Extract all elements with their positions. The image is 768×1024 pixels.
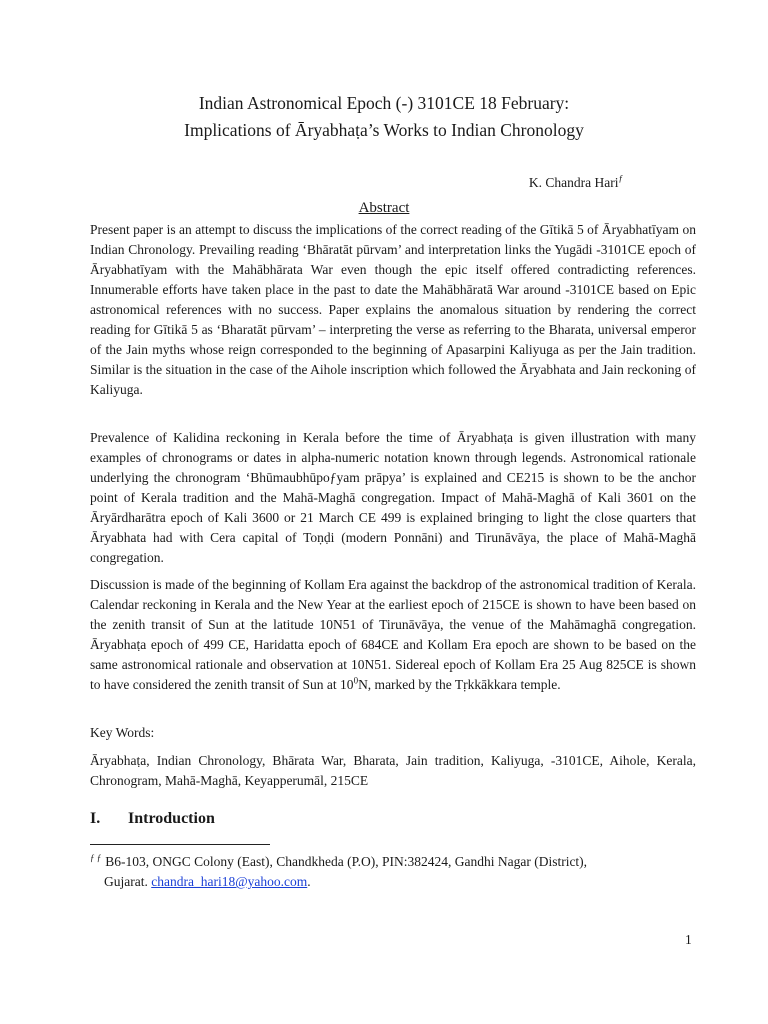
- degree-superscript: 0: [353, 675, 359, 686]
- abstract-paragraph-3: [90, 575, 696, 695]
- keywords-text: Āryabhaṭa, Indian Chronology, Bhārata War, Bharata, Jain tradition, Kaliyuga, -3101CE, Aihole, Kerala, Chronogram, Mahā-Maghā, Keyapperumāl, 215CE: [90, 753, 696, 788]
- abstract-heading: Abstract: [358, 200, 410, 216]
- abstract-paragraph-3-main: Discussion is made of the beginning of Kollam Era against the backdrop of the astronomical tradition of Kerala. Calendar reckoning in Kerala and the New Year at the earliest epoch of 215CE is shown to have been based on the zenith transit of Sun at the latitude 10N51 of Tirunāvāya, the venue of the Mahāmaghā congregation. Āryabhaṭa epoch of 499 CE, Haridatta epoch of 684CE and Kollam Era epoch are shown to be based on the same astronomical rationale and observation at 10N51. Sidereal epoch of Kollam Era 25 Aug 825CE is shown to have considered the zenith transit of Sun at 10: [90, 577, 696, 692]
- author-footnote-mark: ƒ: [618, 173, 623, 184]
- footnote-address: B6-103, ONGC Colony (East), Chandkheda (P.O), PIN:382424, Gandhi Nagar (District),: [105, 854, 588, 869]
- keywords-label: Key Words:: [90, 725, 155, 740]
- abstract-paragraph-3-tail: N, marked by the Tṛkkākkara temple.: [358, 677, 561, 692]
- abstract-paragraph-1: Present paper is an attempt to discuss the implications of the correct reading of the Gītikā 5 of Āryabhatīyam on Indian Chronology. Prevailing reading ‘Bhāratāt pūrvam’ and interpretation links the Yugādi -3101CE epoch of Āryabhatīyam with the Mahābhārata War even though the epic itself offered contradicting references. Innumerable efforts have taken place in the past to date the Mahābhāratā War around -3101CE based on Epic astronomical references with no success. Paper explains the anomalous situation by rendering the correct reading for Gītikā 5 as ‘Bharatāt pūrvam’ – interpreting the verse as referring to the Bharata, universal emperor of the Jain myths whose reign corresponded to the beginning of Apasarpini Kaliyuga as per the Jain tradition. Similar is the situation in the case of the Aihole inscription which followed the Āryabhata and Jain reckoning of Kaliyuga.: [90, 222, 696, 397]
- section-heading: [90, 808, 215, 830]
- footnote: [90, 852, 696, 892]
- section-title: Introduction: [128, 810, 215, 827]
- title-line-1: Indian Astronomical Epoch (-) 3101CE 18 February:: [198, 93, 570, 113]
- footnote-address-line2: Gujarat.: [104, 874, 148, 889]
- title-line-2: Implications of Āryabhaṭa’s Works to Indian Chronology: [184, 120, 584, 140]
- page-number: 1: [685, 932, 692, 947]
- abstract-paragraph-2: Prevalence of Kalidina reckoning in Kerala before the time of Āryabhaṭa is given illustration with many examples of chronograms or dates in alpha-numeric notation known through legends. Astronomical rationale underlying the chronogram ‘Bhūmaubhūpoƒyam prāpya’ is explained and CE215 is shown to be the anchor point of Kerala tradition and the Mahā-Maghā congregation. Impact of Mahā-Maghā of Kali 3601 on the Āryārdharātra epoch of Kali 3600 or 21 March CE 499 is explained bringing to light the close quarters that Āryabhata had with Cera capital of Toṇḍi (modern Ponnāni) and Tirunāvāya, the place of Mahā-Maghā congregation.: [90, 430, 696, 565]
- author: [529, 173, 623, 193]
- author-name: K. Chandra Hari: [528, 175, 619, 190]
- footnote-end: .: [307, 874, 311, 889]
- footnote-divider: [90, 844, 270, 845]
- author-email-link[interactable]: chandra_hari18@yahoo.com: [151, 874, 308, 889]
- section-number: I.: [90, 810, 101, 827]
- footnote-mark: ƒ ƒ: [90, 852, 102, 863]
